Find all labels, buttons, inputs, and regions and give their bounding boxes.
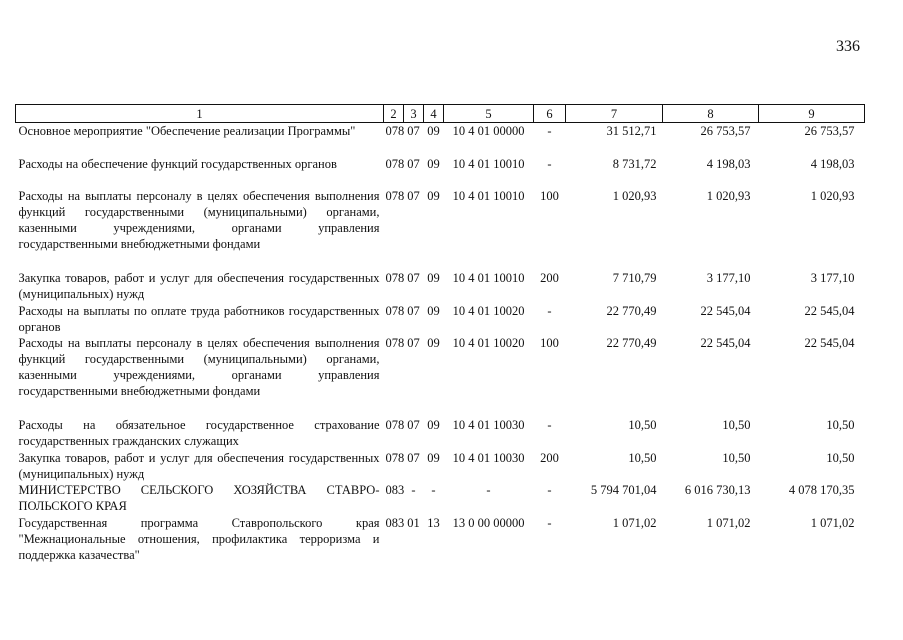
row-col-9: 3 177,10 [810,270,855,285]
row-col-5: 10 4 01 10020 [452,303,525,318]
row-col-4: 09 [427,417,440,432]
row-col-3: 01 [407,515,420,530]
row-col-2: 078 [385,156,405,171]
row-col-7: 10,50 [628,450,657,465]
header-col-9: 9 [759,105,865,123]
row-name: Расходы на выплаты персоналу в целях обеспечения выполнения функций государственными (муниципальными) органами, казенными учреждениями, органами управления государственными внебюджетными фондами [18,335,380,398]
row-col-9: 1 020,93 [810,188,855,203]
row-col-3: 07 [407,335,420,350]
row-col-9: 22 545,04 [804,303,855,318]
header-col-4: 4 [424,105,444,123]
row-col-5: 10 4 01 10010 [452,156,525,171]
row-col-8: 3 177,10 [706,270,751,285]
row-col-4: 09 [427,270,440,285]
row-col-9: 4 198,03 [810,156,855,171]
table-row [16,450,865,482]
row-name: Расходы на выплаты персоналу в целях обеспечения выполнения функций государственными (муниципальными) органами, казенными учреждениями, органами управления государственными внебюджетными фондами [18,188,380,251]
row-col-6: - [547,303,552,318]
row-col-6: - [547,515,552,530]
header-col-2: 2 [384,105,404,123]
row-col-7: 5 794 701,04 [590,482,657,497]
header-col-5: 5 [444,105,534,123]
row-col-2: 078 [385,303,405,318]
table-row [16,270,865,303]
row-col-6: 100 [540,188,559,203]
row-name: Государственная программа Ставропольского края "Межнациональные отношения, профилактика терроризма и поддержка казачества" [18,515,380,562]
header-col-6: 6 [534,105,566,123]
table-row [16,515,865,565]
row-col-8: 22 545,04 [700,303,751,318]
row-col-9: 26 753,57 [804,124,855,138]
row-col-5: 10 4 01 10020 [452,335,525,350]
header-col-8: 8 [663,105,759,123]
row-col-8: 4 198,03 [706,156,751,171]
row-name: Закупка товаров, работ и услуг для обеспечения государственных (муниципальных) нужд [18,270,380,301]
row-col-7: 10,50 [628,417,657,432]
row-col-7: 1 020,93 [612,188,657,203]
row-col-5: - [486,482,491,497]
row-col-7: 1 071,02 [612,515,657,530]
header-row [16,105,865,123]
row-col-2: 078 [385,450,405,465]
row-col-7: 22 770,49 [606,303,657,318]
header-col-3: 3 [404,105,424,123]
row-col-6: - [547,156,552,171]
table-row [16,156,865,188]
row-col-3: 07 [407,450,420,465]
row-name: МИНИСТЕРСТВО СЕЛЬСКОГО ХОЗЯЙСТВА СТАВРО-ПОЛЬСКОГО КРАЯ [18,482,380,513]
table-row [16,123,865,156]
row-col-7: 8 731,72 [612,156,657,171]
row-col-2: 078 [385,124,405,138]
row-col-8: 26 753,57 [700,124,751,138]
row-col-9: 22 545,04 [804,335,855,350]
row-name: Расходы на обязательное государственное страхование государственных гражданских служащих [18,417,380,448]
row-col-5: 10 4 01 10030 [452,450,525,465]
row-col-8: 6 016 730,13 [684,482,751,497]
row-col-4: 09 [427,450,440,465]
row-name: Основное мероприятие "Обеспечение реализации Программы" [18,124,356,138]
row-col-9: 10,50 [826,417,855,432]
row-col-5: 10 4 01 10010 [452,270,525,285]
table-body [16,123,865,565]
page-number: 336 [836,38,860,55]
table-header [16,105,865,123]
row-col-3: - [411,482,416,497]
row-col-4: 09 [427,156,440,171]
row-col-3: 07 [407,303,420,318]
row-col-4: 09 [427,303,440,318]
row-col-5: 10 4 01 00000 [452,124,525,138]
row-col-6: - [547,482,552,497]
row-col-9: 10,50 [826,450,855,465]
row-col-9: 4 078 170,35 [788,482,855,497]
row-col-8: 10,50 [722,417,751,432]
row-col-3: 07 [407,124,420,138]
row-col-6: - [547,417,552,432]
row-name: Закупка товаров, работ и услуг для обеспечения государственных (муниципальных) нужд [18,450,380,481]
row-col-7: 31 512,71 [606,124,657,138]
row-col-7: 22 770,49 [606,335,657,350]
row-name: Расходы на обеспечение функций государственных органов [18,156,337,171]
row-col-3: 07 [407,417,420,432]
row-col-8: 1 020,93 [706,188,751,203]
row-col-2: 083 [385,482,405,497]
row-col-4: 13 [427,515,440,530]
row-col-3: 07 [407,188,420,203]
table-row [16,303,865,335]
row-col-6: 200 [540,450,559,465]
row-col-4: 09 [427,188,440,203]
row-col-2: 078 [385,335,405,350]
row-col-2: 078 [385,270,405,285]
row-col-8: 22 545,04 [700,335,751,350]
row-col-8: 10,50 [722,450,751,465]
row-col-5: 13 0 00 00000 [452,515,525,530]
row-col-4: - [431,482,436,497]
budget-table [15,104,865,565]
table-row [16,335,865,417]
row-col-9: 1 071,02 [810,515,855,530]
row-col-5: 10 4 01 10030 [452,417,525,432]
row-col-2: 078 [385,188,405,203]
table-row [16,188,865,270]
header-col-7: 7 [566,105,663,123]
table-row [16,482,865,515]
row-col-8: 1 071,02 [706,515,751,530]
row-col-4: 09 [427,124,440,138]
row-col-2: 078 [385,417,405,432]
header-col-1: 1 [16,105,384,123]
row-col-6: - [547,124,552,138]
row-col-4: 09 [427,335,440,350]
row-col-7: 7 710,79 [612,270,657,285]
row-col-6: 200 [540,270,559,285]
row-name: Расходы на выплаты по оплате труда работников государственных органов [18,303,380,334]
row-col-2: 083 [385,515,405,530]
table-row [16,417,865,450]
row-col-3: 07 [407,270,420,285]
row-col-6: 100 [540,335,559,350]
row-col-5: 10 4 01 10010 [452,188,525,203]
row-col-3: 07 [407,156,420,171]
